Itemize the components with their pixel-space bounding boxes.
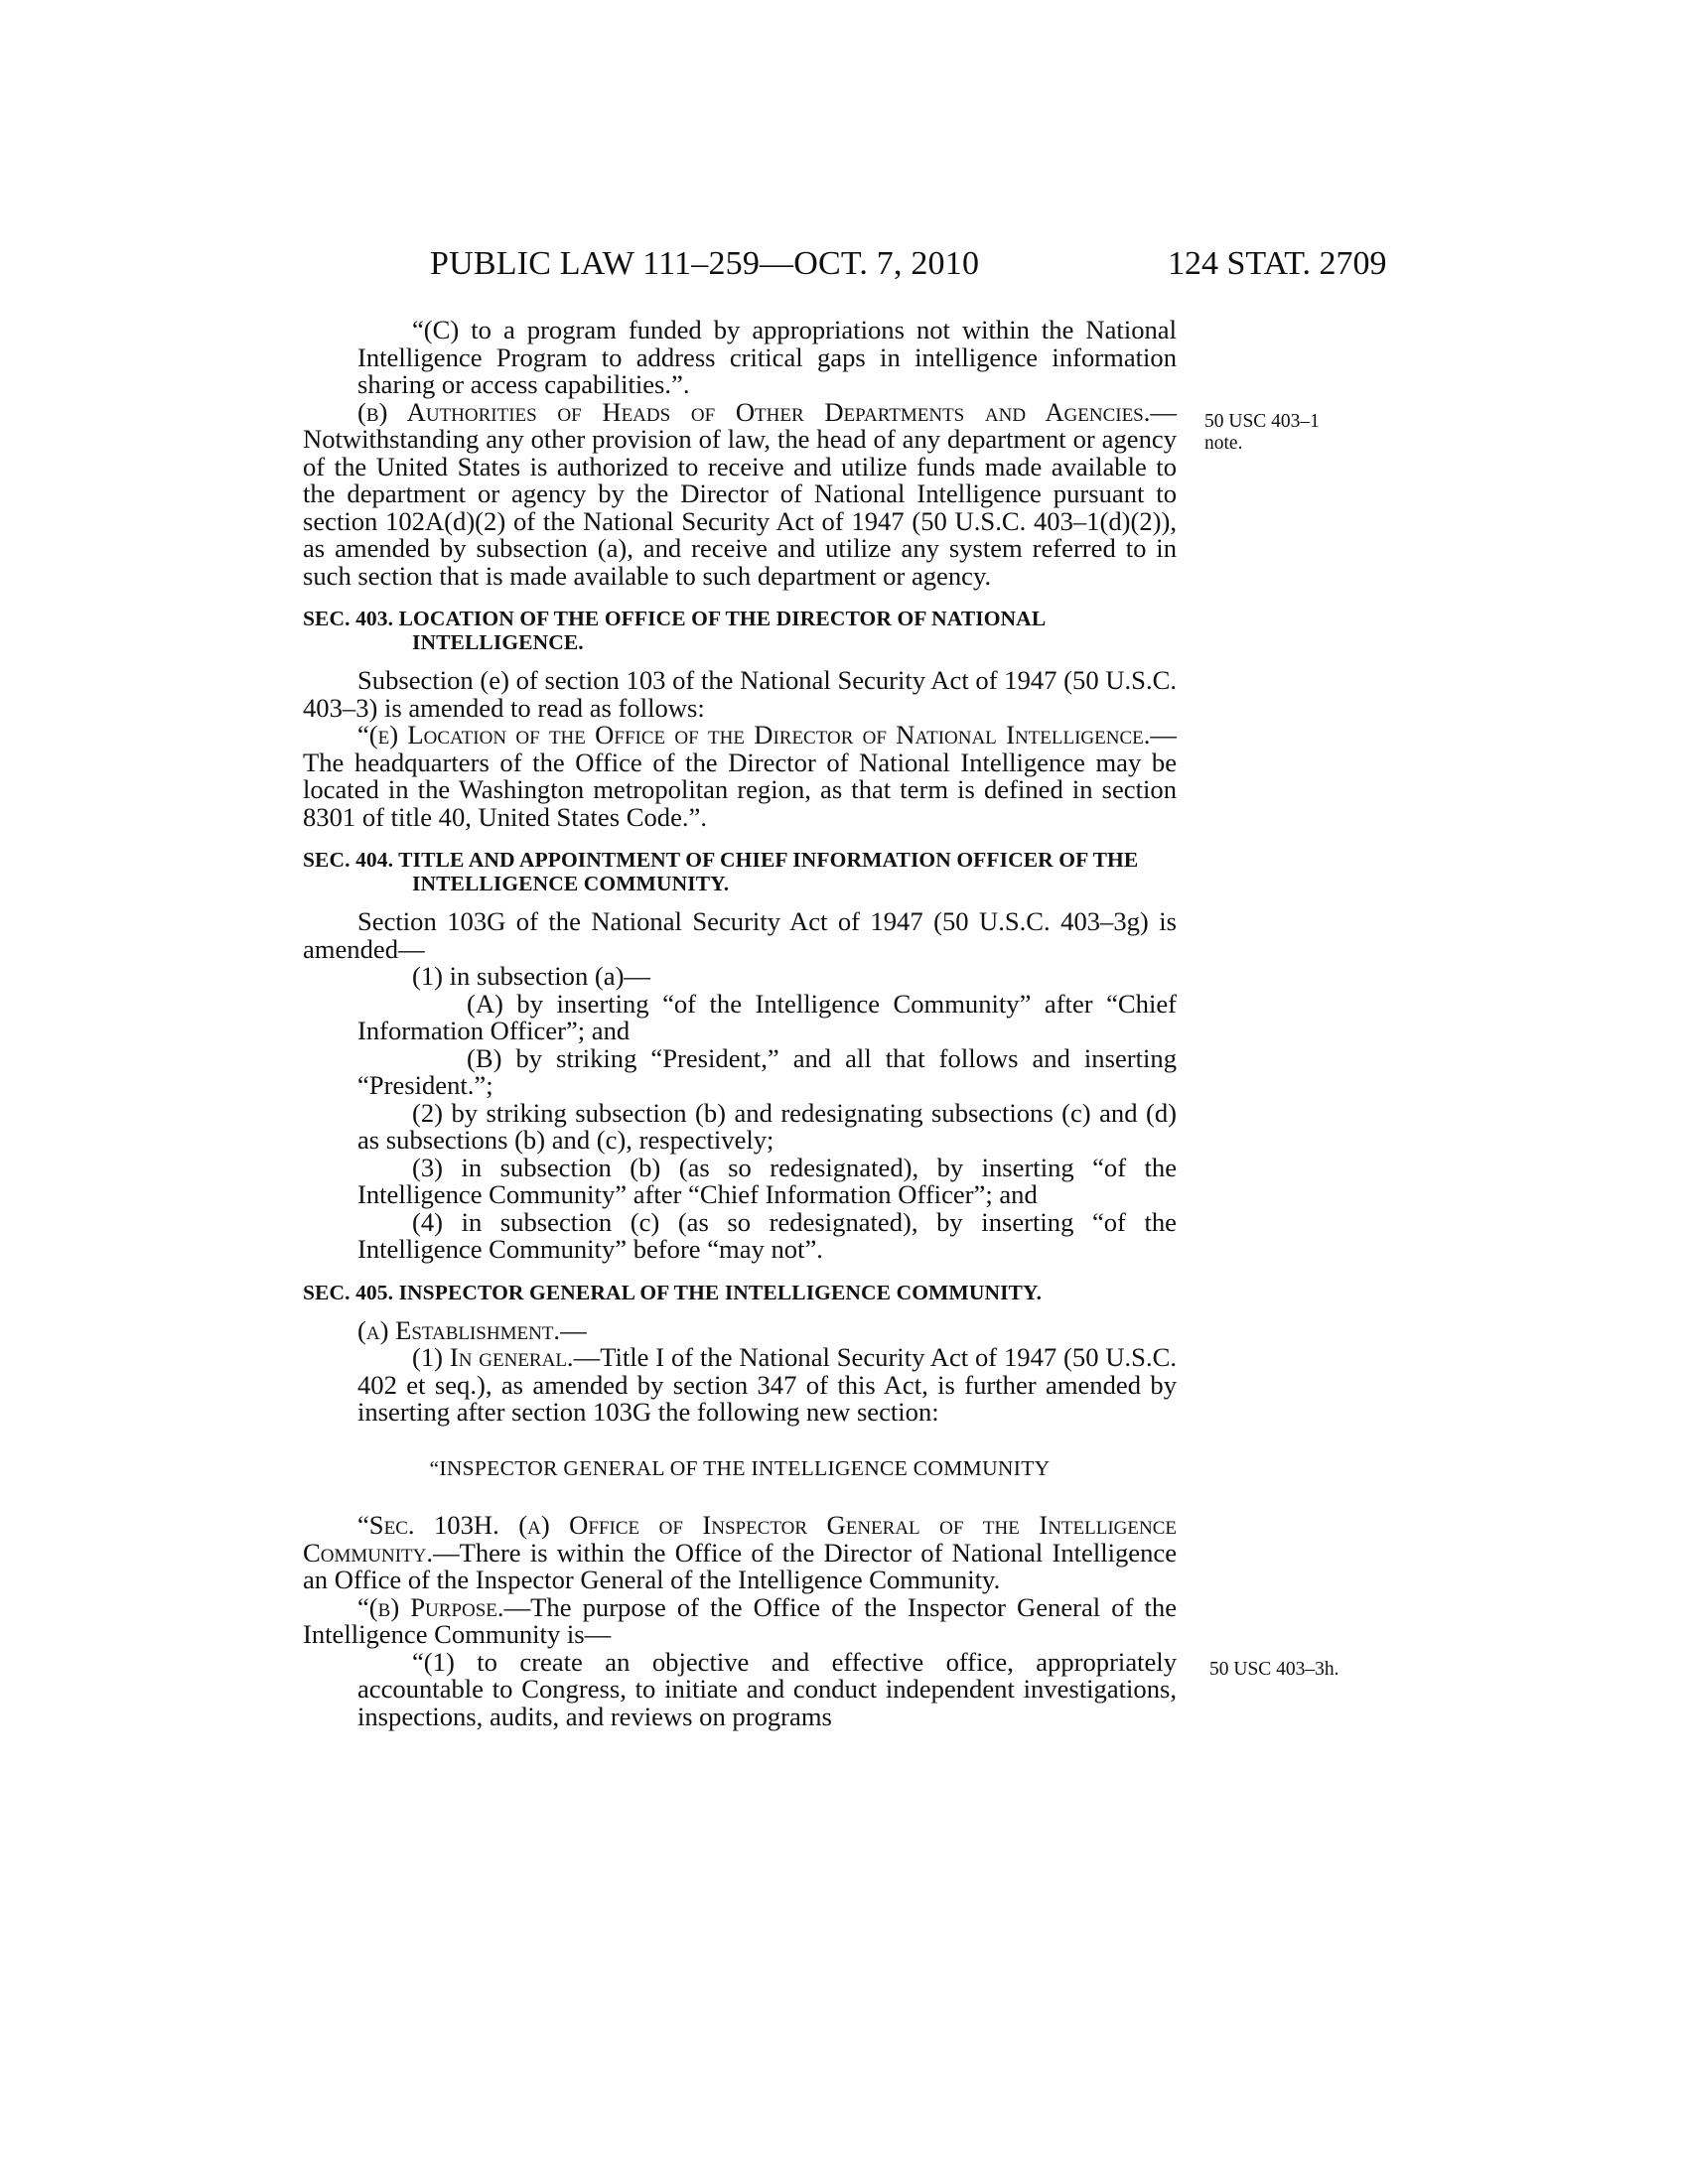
section-404-heading: SEC. 404. TITLE AND APPOINTMENT OF CHIEF INFORMATION OFFICER OF THE INTELLIGENCE COMMUNITY. — [303, 848, 1139, 895]
section-404-item-b: (B) by striking “President,” and all that follows and inserting “President.”; — [357, 1042, 1177, 1100]
section-403-heading: SEC. 403. LOCATION OF THE OFFICE OF THE DIRECTOR OF NATIONAL INTELLIGENCE. — [303, 607, 1046, 654]
section-403-subsection-e — [303, 722, 1177, 831]
margin-note-usc-403-3h: 50 USC 403–3h. — [1209, 1659, 1339, 1680]
section-405-paragraph-1 — [303, 1344, 1177, 1427]
statute-body — [303, 317, 1177, 1730]
page-citation: 124 STAT. 2709 — [1168, 245, 1387, 282]
subsection-text: —Notwithstanding any other provision of law, the head of any department or agency of the United States is authorized to receive and utilize funds made available to the department or agency by the Director of National Intelligence pursuant to section 102A(d)(2) of the National Security Act of 1947 (50 U.S.C. 403–1(d)(2)), as amended by subsection (a), and receive and utilize any system referred to in such section that is made available to such department or agency. — [303, 396, 1177, 591]
subsection-heading: (b) Authorities of Heads of Other Departments and Agencies. — [357, 396, 1151, 427]
section-405-subsection-a — [303, 1314, 1177, 1345]
section-103h-purpose-1: “(1) to create an objective and effective office, appropriately accountable to Congress, to initiate and conduct independent investigations, inspections, audits, and reviews on programs — [357, 1646, 1177, 1731]
subsection-heading: “(e) Location of the Office of the Director of National Intelligence. — [357, 720, 1151, 750]
subsection-heading: (a) Establishment. — [357, 1314, 561, 1345]
section-404-item-4: (4) in subsection (c) (as so redesignated), by inserting “of the Intelligence Community” before “may not”. — [357, 1206, 1177, 1264]
section-404-item-1: (1) in subsection (a)— — [412, 961, 651, 991]
paragraph-c-program: “(C) to a program funded by appropriations not within the National Intelligence Program to address critical gaps in intelligence information sharing or access capabilities.”. — [357, 315, 1177, 399]
paragraph-heading: (1) In general. — [412, 1342, 574, 1372]
section-405-heading: SEC. 405. INSPECTOR GENERAL OF THE INTELLIGENCE COMMUNITY. — [303, 1280, 1043, 1304]
subsection-text: —The headquarters of the Office of the Director of National Intelligence may be located in the Washington metropolitan region, as that term is defined in section 8301 of title 40, United States Code.”. — [303, 720, 1177, 832]
margin-note-line: note. — [1204, 433, 1243, 454]
subsection-heading: “(b) Purpose. — [357, 1591, 504, 1622]
section-404-item-3: (3) in subsection (b) (as so redesignated), by inserting “of the Intelligence Community” after “Chief Information Officer”; and — [357, 1152, 1177, 1209]
section-404-item-a: (A) by inserting “of the Intelligence Community” after “Chief Information Officer”; and — [357, 988, 1177, 1045]
subsection-text: —There is within the Office of the Director of National Intelligence an Office of the Inspector General of the Intelligence Community. — [303, 1537, 1177, 1594]
section-103h-subsection-a — [303, 1512, 1177, 1594]
subsection-text: —The purpose of the Office of the Inspector General of the Intelligence Community is— — [303, 1591, 1177, 1649]
section-404-item-2: (2) by striking subsection (b) and redesignating subsections (c) and (d) as subsections (b) and (c), respectively; — [357, 1097, 1177, 1155]
section-404-intro: Section 103G of the National Security Act of 1947 (50 U.S.C. 403–3g) is amended— — [303, 906, 1177, 964]
margin-note-usc-403-1 — [1204, 411, 1320, 455]
section-103h-subsection-b — [303, 1591, 1177, 1649]
paragraph-text: —Title I of the National Security Act of 1947 (50 U.S.C. 402 et seq.), as amended by section 347 of this Act, is further amended by inserting after section 103G the following new section: — [357, 1342, 1178, 1427]
section-403-intro: Subsection (e) of section 103 of the National Security Act of 1947 (50 U.S.C. 403–3) is amended to read as follows: — [303, 665, 1177, 723]
inserted-section-title: “INSPECTOR GENERAL OF THE INTELLIGENCE COMMUNITY — [429, 1455, 1051, 1480]
running-head: PUBLIC LAW 111–259—OCT. 7, 2010 — [430, 245, 980, 282]
margin-note-line: 50 USC 403–1 — [1204, 411, 1320, 432]
paragraph-b-authorities — [303, 396, 1177, 591]
subsection-heading: “Sec. 103H. (a) Office of Inspector General of the Intelligence Community. — [303, 1510, 1177, 1568]
subsection-dash: — — [560, 1314, 587, 1345]
